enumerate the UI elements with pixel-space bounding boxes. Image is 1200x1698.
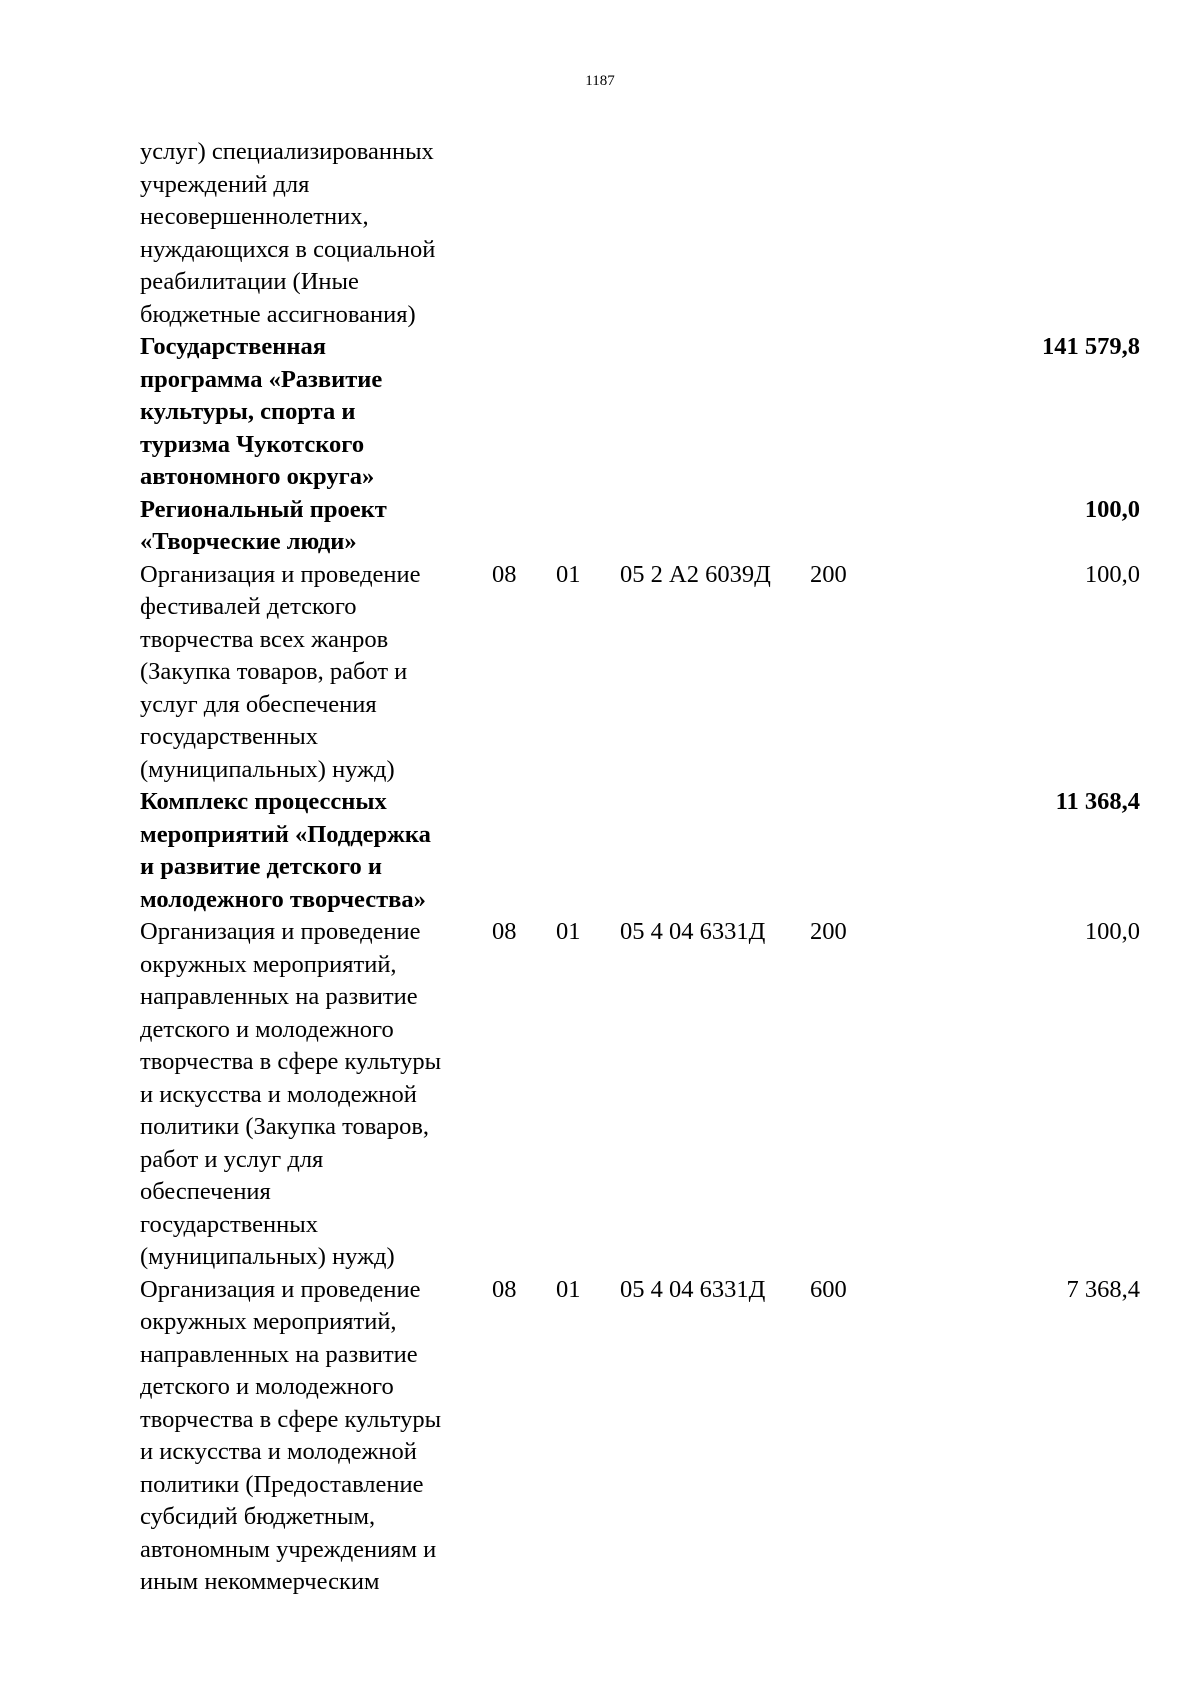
row-name: Комплекс процессных мероприятий «Поддержка и развитие детского и молодежного творчества» xyxy=(140,788,431,913)
table-row xyxy=(140,494,1140,559)
table-row xyxy=(140,916,1140,1274)
table-row xyxy=(140,559,1140,787)
row-subsection-code: 01 xyxy=(556,560,581,588)
row-expense-type-code: 200 xyxy=(810,918,847,945)
row-target-article-code: 05 4 04 6331Д xyxy=(620,1275,766,1303)
row-name: Региональный проект «Творческие люди» xyxy=(140,495,387,555)
row-amount: 141 579,8 xyxy=(1042,333,1140,360)
budget-table xyxy=(140,136,1140,1599)
row-amount: 11 368,4 xyxy=(1055,788,1140,815)
row-name: Организация и проведение окружных мероприятий, направленных на развитие детского и молодежного творчества в сфере культуры и искусства и молодежной политики (Закупка товаров, работ и услуг для обеспечения государственных (муниципальных) нужд) xyxy=(140,918,442,1270)
row-amount: 100,0 xyxy=(1084,560,1140,588)
row-section-code: 08 xyxy=(492,918,517,945)
row-section-code: 08 xyxy=(492,1275,517,1303)
row-section-code: 08 xyxy=(492,560,517,588)
row-name: услуг) специализированных учреждений для несовершеннолетних, нуждающихся в социальной реабилитации (Иные бюджетные ассигнования) xyxy=(140,138,436,328)
row-amount: 100,0 xyxy=(1084,918,1140,945)
row-name: Организация и проведение фестивалей детского творчества всех жанров (Закупка товаров, работ и услуг для обеспечения государственных (муниципальных) нужд) xyxy=(140,560,421,783)
table-row xyxy=(140,331,1140,494)
row-subsection-code: 01 xyxy=(556,918,581,945)
row-name: Организация и проведение окружных мероприятий, направленных на развитие детского и молодежного творчества в сфере культуры и искусства и молодежной политики (Предоставление субсидий бюджетным, автономным учреждениям и иным некоммерческим xyxy=(140,1275,442,1595)
table-row xyxy=(140,1274,1140,1599)
row-expense-type-code: 200 xyxy=(810,560,847,588)
table-row xyxy=(140,786,1140,916)
row-target-article-code: 05 2 А2 6039Д xyxy=(620,560,771,588)
row-expense-type-code: 600 xyxy=(810,1275,847,1303)
row-amount: 7 368,4 xyxy=(1066,1275,1140,1303)
row-name: Государственная программа «Развитие культуры, спорта и туризма Чукотского автономного округа» xyxy=(140,333,383,490)
row-subsection-code: 01 xyxy=(556,1275,581,1303)
page-number: 1187 xyxy=(585,73,615,89)
row-amount: 100,0 xyxy=(1084,495,1140,523)
table-row xyxy=(140,136,1140,331)
row-target-article-code: 05 4 04 6331Д xyxy=(620,918,766,945)
